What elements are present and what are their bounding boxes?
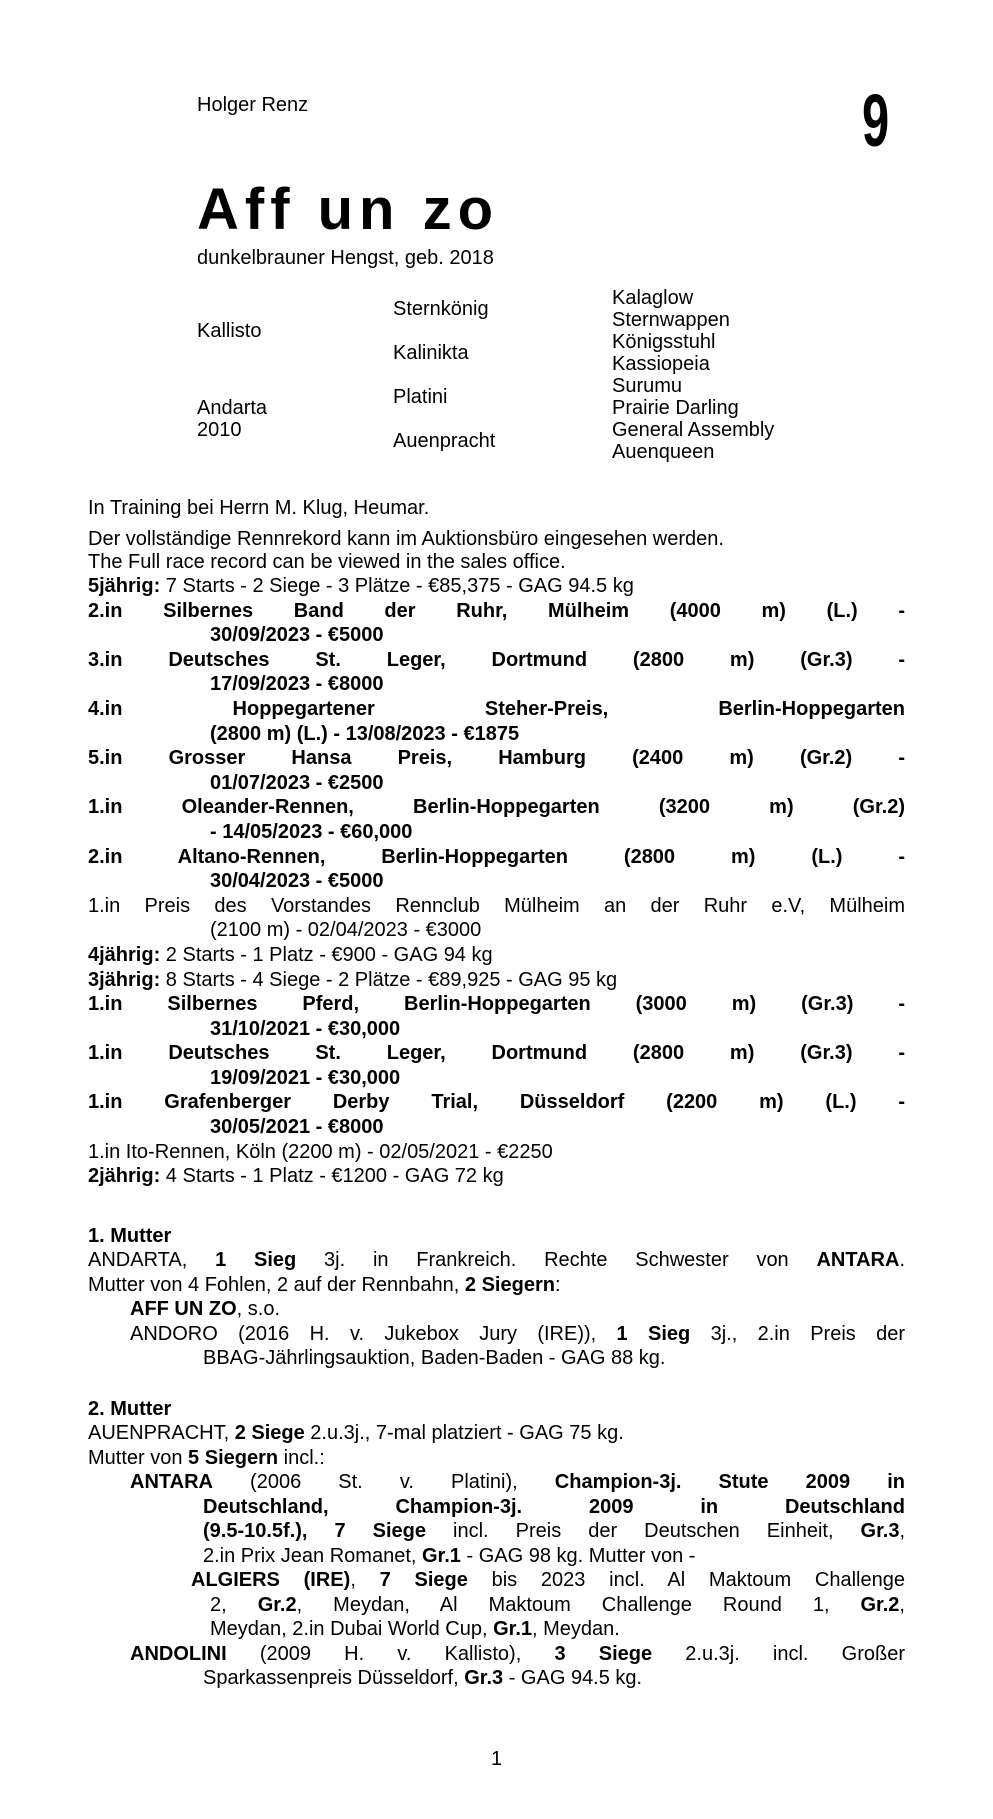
pedigree-grandsire-2: Platini — [393, 386, 448, 408]
record-note-de: Der vollständige Rennrekord kann im Auktionsbüro eingesehen werden. — [88, 528, 724, 550]
record-notes — [88, 528, 905, 574]
bold-text: 1 Sieg — [616, 1322, 691, 1345]
text-line — [191, 1617, 905, 1642]
bold-text: 3jährig: — [88, 968, 161, 991]
bold-text: Gr.3 — [464, 1667, 504, 1690]
plain-text: , — [899, 1520, 906, 1543]
pedigree-ggp-4: Kassiopeia — [612, 353, 710, 375]
bold-text: 2jährig: — [88, 1165, 161, 1188]
bold-text: 31/10/2021 - €30,000 — [210, 1017, 401, 1040]
text-line — [88, 722, 905, 747]
plain-text: 7 Starts - 2 Siege - 3 Plätze - €85,375 - GAG 94.5 kg — [160, 575, 634, 597]
pedigree-ggp-3: Königsstuhl — [612, 331, 716, 353]
race-record-entry — [88, 746, 905, 795]
text-line — [130, 1519, 905, 1544]
dam-info-paragraph — [88, 1248, 905, 1297]
pedigree-ggp-7: General Assembly — [612, 419, 775, 441]
pedigree-ggp-8: Auenqueen — [612, 441, 715, 463]
text-line — [191, 1593, 905, 1618]
text-line — [130, 1642, 905, 1667]
bold-text: ALGIERS (IRE) — [191, 1569, 351, 1592]
plain-text: 3j., 2.in Preis der — [690, 1322, 906, 1345]
plain-text: Mutter von 4 Fohlen, 2 auf der Rennbahn, — [88, 1273, 465, 1296]
plain-text: - GAG 98 kg. Mutter von - — [460, 1544, 696, 1567]
plain-text: 1.in Ito-Rennen, Köln (2200 m) - 02/05/2021 - €2250 — [88, 1140, 553, 1163]
bold-text: 1.in Deutsches St. Leger, Dortmund (2800 m) (Gr.3) - — [88, 1042, 905, 1065]
plain-text: incl. Preis der Deutschen Einheit, — [426, 1520, 861, 1543]
bold-text: 30/09/2023 - €5000 — [210, 624, 384, 647]
text-line — [88, 623, 905, 648]
text-line — [88, 1248, 905, 1273]
race-record-entry — [88, 1041, 905, 1090]
bold-text: 2.in Altano-Rennen, Berlin-Hoppegarten (2800 m) (L.) - — [88, 845, 905, 868]
text-line — [88, 1140, 905, 1165]
plain-text: 8 Starts - 4 Siege - 2 Plätze - €89,925 - GAG 95 kg — [160, 968, 618, 991]
bold-text: Champion-3j. Stute 2009 in — [554, 1471, 905, 1494]
produce-entry — [130, 1297, 905, 1322]
pedigree-ggp-2: Sternwappen — [612, 309, 730, 331]
plain-text: 2.in Prix Jean Romanet, — [203, 1544, 422, 1567]
race-record-entry — [88, 845, 905, 894]
plain-text: 3j. in Frankreich. Rechte Schwester von — [296, 1249, 817, 1272]
plain-text: - GAG 94.5 kg. — [503, 1667, 643, 1690]
produce-sub-entry — [191, 1568, 905, 1642]
plain-text: (2100 m) - 02/04/2023 - €3000 — [210, 919, 482, 942]
plain-text: 2.u.3j., 7-mal platziert - GAG 75 kg. — [304, 1422, 624, 1445]
bold-text: 19/09/2021 - €30,000 — [210, 1066, 401, 1089]
bold-text: Gr.3 — [860, 1520, 900, 1543]
bold-text: ANDOLINI — [130, 1642, 227, 1665]
bold-text: ANTARA — [130, 1471, 213, 1494]
race-record-entry — [88, 894, 905, 943]
pedigree-grandsire-1: Sternkönig — [393, 298, 489, 320]
race-record-entry — [88, 648, 905, 697]
text-line — [88, 869, 905, 894]
bold-text: 4jährig: — [88, 943, 161, 966]
bold-text: Gr.2 — [860, 1593, 900, 1616]
bold-text: 1.in Grafenberger Derby Trial, Düsseldorf (2200 m) (L.) - — [88, 1091, 905, 1114]
second-dam-heading: 2. Mutter — [88, 1397, 172, 1420]
text-line — [88, 795, 905, 820]
plain-text: , — [899, 1593, 905, 1616]
bold-text: 1.in Silbernes Pferd, Berlin-Hoppegarten (3000 m) (Gr.3) - — [88, 993, 905, 1016]
produce-entry — [130, 1470, 905, 1568]
plain-text: bis 2023 incl. Al Maktoum Challenge — [467, 1569, 905, 1592]
bold-text: Gr.1 — [422, 1544, 461, 1567]
plain-text: incl.: — [278, 1446, 325, 1469]
bold-text: (9.5-10.5f.), 7 Siege — [203, 1520, 427, 1543]
produce-entry — [130, 1322, 905, 1371]
bold-text: 2.in Silbernes Band der Ruhr, Mülheim (4000 m) (L.) - — [88, 599, 905, 622]
plain-text: Mutter von — [88, 1446, 189, 1469]
pedigree-table — [197, 287, 905, 463]
bold-text: 3.in Deutsches St. Leger, Dortmund (2800 m) (Gr.3) - — [88, 648, 905, 671]
pedigree-sire — [197, 287, 393, 375]
text-line — [88, 820, 905, 845]
pedigree-dam — [197, 375, 393, 463]
text-line — [88, 943, 905, 968]
text-line — [130, 1666, 905, 1691]
race-record-entry — [88, 943, 905, 968]
sire-name: Kallisto — [197, 320, 262, 342]
page-number: 1 — [490, 1747, 503, 1770]
bold-text: Gr.2 — [257, 1593, 297, 1616]
race-record-entry — [88, 1140, 905, 1165]
plain-text: ANDORO (2016 H. v. Jukebox Jury (IRE)), — [130, 1322, 617, 1345]
text-line — [88, 771, 905, 796]
plain-text: , — [350, 1569, 380, 1592]
bold-text: 5jährig: — [88, 575, 161, 597]
plain-text: 2.u.3j. incl. Großer — [652, 1642, 905, 1665]
second-dam-body — [88, 1421, 905, 1691]
plain-text: : — [554, 1273, 561, 1296]
text-line — [130, 1495, 905, 1520]
plain-text: , Meydan. — [532, 1618, 620, 1641]
pedigree-granddam-2: Auenpracht — [393, 430, 496, 452]
plain-text: 1.in Preis des Vorstandes Rennclub Mülheim an der Ruhr e.V, Mülheim — [88, 894, 905, 917]
bold-text: 01/07/2023 - €2500 — [210, 771, 384, 794]
plain-text: 4 Starts - 1 Platz - €1200 - GAG 72 kg — [160, 1165, 504, 1188]
plain-text: , s.o. — [236, 1298, 281, 1321]
bold-text: - 14/05/2023 - €60,000 — [210, 820, 413, 843]
bold-text: 3 Siege — [554, 1642, 653, 1665]
text-line — [88, 1090, 905, 1115]
first-dam-body — [88, 1248, 905, 1371]
text-line — [88, 697, 905, 722]
horse-name: Aff un zo — [197, 177, 500, 242]
bold-text: 30/05/2021 - €8000 — [210, 1116, 384, 1139]
bold-text: 17/09/2023 - €8000 — [210, 673, 384, 696]
pedigree-ggp-5: Surumu — [612, 375, 683, 397]
text-line — [88, 1041, 905, 1066]
plain-text: , Meydan, Al Maktoum Challenge Round 1, — [296, 1593, 861, 1616]
bold-text: 7 Siege — [379, 1569, 468, 1592]
plain-text: 2 Starts - 1 Platz - €900 - GAG 94 kg — [160, 943, 493, 966]
bold-text: 30/04/2023 - €5000 — [210, 870, 384, 893]
record-note-en: The Full race record can be viewed in the sales office. — [88, 551, 566, 573]
plain-text: (2009 H. v. Kallisto), — [226, 1642, 555, 1665]
text-line — [130, 1544, 905, 1569]
pedigree-ggp-6: Prairie Darling — [612, 397, 739, 419]
text-line — [88, 968, 905, 993]
text-line — [88, 1164, 905, 1189]
race-record — [88, 574, 905, 1189]
text-line — [130, 1297, 905, 1322]
plain-text: Meydan, 2.in Dubai World Cup, — [210, 1618, 494, 1641]
text-line — [130, 1346, 905, 1371]
dam-name: Andarta — [197, 397, 268, 419]
race-record-entry — [88, 992, 905, 1041]
plain-text: Sparkassenpreis Düsseldorf, — [203, 1667, 465, 1690]
race-record-entry — [88, 574, 905, 599]
bold-text: AFF UN ZO — [130, 1298, 237, 1321]
race-record-entry — [88, 1090, 905, 1139]
text-line — [88, 599, 905, 624]
text-line — [88, 1066, 905, 1091]
bold-text: 5.in Grosser Hansa Preis, Hamburg (2400 m) (Gr.2) - — [88, 747, 905, 770]
plain-text: ANDARTA, — [88, 1249, 216, 1272]
text-line — [88, 918, 905, 943]
bold-text: 1.in Oleander-Rennen, Berlin-Hoppegarten (3200 m) (Gr.2) — [88, 796, 905, 819]
text-line — [88, 672, 905, 697]
plain-text: . — [899, 1249, 905, 1272]
text-line — [88, 1115, 905, 1140]
plain-text: BBAG-Jährlingsauktion, Baden-Baden - GAG 88 kg. — [203, 1347, 666, 1370]
race-record-entry — [88, 599, 905, 648]
dam-year: 2010 — [197, 419, 242, 441]
bold-text: (2800 m) (L.) - 13/08/2023 - €1875 — [210, 722, 520, 745]
bold-text: Gr.1 — [493, 1618, 533, 1641]
bold-text: ANTARA — [816, 1249, 900, 1272]
text-line — [130, 1322, 905, 1347]
produce-entry — [130, 1642, 905, 1691]
text-line — [88, 746, 905, 771]
race-record-entry — [88, 968, 905, 993]
consignor-name: Holger Renz — [197, 94, 309, 116]
text-line — [88, 648, 905, 673]
race-record-entry — [88, 1164, 905, 1189]
race-record-entry — [88, 795, 905, 844]
text-line — [88, 1273, 905, 1298]
plain-text: AUENPRACHT, — [88, 1422, 235, 1445]
dam-info-paragraph — [88, 1421, 905, 1470]
bold-text: 4.in Hoppegartener Steher-Preis, Berlin-Hoppegarten — [88, 697, 905, 720]
bold-text: 1 Sieg — [215, 1249, 297, 1272]
second-dam-section — [88, 1397, 905, 1691]
pedigree-granddam-1: Kalinikta — [393, 342, 469, 364]
first-dam-heading: 1. Mutter — [88, 1224, 172, 1247]
training-note: In Training bei Herrn M. Klug, Heumar. — [88, 497, 430, 519]
plain-text: 2, — [210, 1593, 258, 1616]
text-line — [88, 1017, 905, 1042]
text-line — [191, 1568, 905, 1593]
bold-text: 2 Siege — [234, 1422, 305, 1445]
text-line — [130, 1470, 905, 1495]
text-line — [88, 992, 905, 1017]
text-line — [88, 894, 905, 919]
bold-text: 5 Siegern — [188, 1446, 279, 1469]
race-record-entry — [88, 697, 905, 746]
lot-number: 9 — [861, 79, 889, 162]
bold-text: Deutschland, Champion-3j. 2009 in Deutschland — [203, 1495, 905, 1518]
text-line — [88, 574, 905, 599]
horse-description: dunkelbrauner Hengst, geb. 2018 — [197, 247, 494, 269]
pedigree-ggp-1: Kalaglow — [612, 287, 694, 309]
text-line — [88, 1446, 905, 1471]
bold-text: 2 Siegern — [464, 1273, 555, 1296]
text-line — [88, 845, 905, 870]
first-dam-section — [88, 1224, 905, 1371]
plain-text: (2006 St. v. Platini), — [212, 1471, 555, 1494]
text-line — [88, 1421, 905, 1446]
